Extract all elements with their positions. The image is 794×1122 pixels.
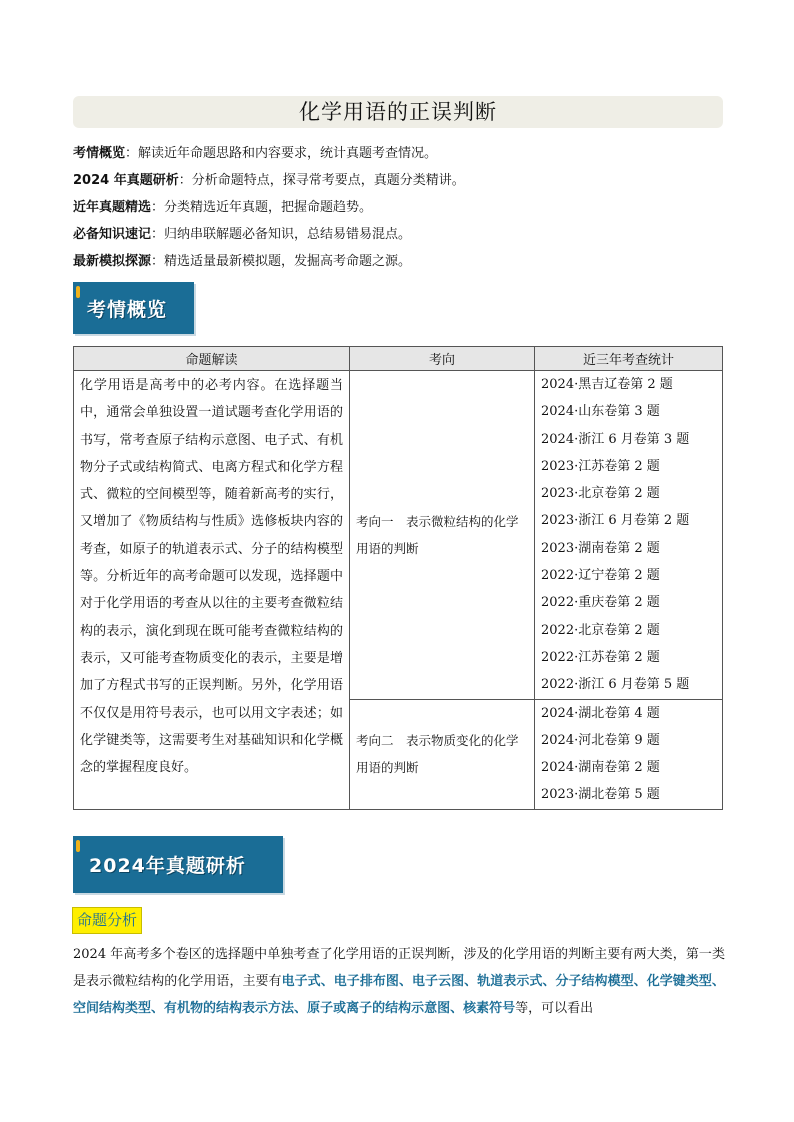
keyword-separator: 、 <box>294 1001 308 1016</box>
table-header-cell: 近三年考查统计 <box>535 347 723 371</box>
section-heading-text: 2024年真题研析 <box>89 855 246 877</box>
intro-text: ：解读近年命题思路和内容要求，统计真题考查情况。 <box>125 146 438 161</box>
direction-cell <box>350 371 535 700</box>
direction-name: 考向一 表示微粒结构的化学用语的判断 <box>356 513 519 556</box>
exam-item: 2022·北京卷第 2 题 <box>541 622 660 638</box>
analysis-prefix: 2024 年高考多个卷区的选择题中单独考查了化学用语的正误判断，涉及的化学用语的判断主要有两大类，第一类是表示微粒结构的化学用语，主要有 <box>73 947 725 989</box>
keyword: 空间结构类型 <box>73 1001 152 1016</box>
direction-cell <box>350 699 535 809</box>
exam-item: 2024·山东卷第 3 题 <box>541 404 660 420</box>
section-heading-text: 考情概览 <box>87 299 168 321</box>
exam-item: 2022·辽宁卷第 2 题 <box>541 568 660 584</box>
keyword-separator: 、 <box>711 974 725 989</box>
intro-key: 必备知识速记 <box>73 227 152 242</box>
exam-item: 2022·浙江 6 月卷第 5 题 <box>541 677 690 693</box>
intro-text: ：分类精选近年真题，把握命题趋势。 <box>151 200 373 215</box>
keyword: 轨道表示式 <box>477 974 543 989</box>
exam-item: 2022·江苏卷第 2 题 <box>541 649 660 665</box>
section-heading-overview <box>73 282 194 334</box>
exam-item: 2023·北京卷第 2 题 <box>541 486 660 502</box>
analysis-suffix: 等，可以看出 <box>515 1001 594 1016</box>
description-text: 化学用语是高考中的必考内容。在选择题当中，通常会单独设置一道试题考查化学用语的书写，常考查原子结构示意图、电子式、有机物分子式或结构简式、电离方程式和化学方程式、微粒的空间模型等，随着新高考的实行，又增加了《物质结构与性质》选修板块内容的考查，如原子的轨道表示式、分子的结构模型等。分析近年的高考命题可以发现，选择题中对于化学用语的考查从以往的主要考查微粒结构的表示，演化到现在既可能考查微粒结构的表示，又可能考查物质变化的表示，主要是增加了方程式书写的正误判断。另外，化学用语不仅仅是用符号表示，也可以用文字表述；如化学键类等，这需要考生对基础知识和化学概念的掌握程度良好。 <box>80 378 343 776</box>
page-title: 化学用语的正误判断 <box>73 96 723 128</box>
keyword-separator: 、 <box>464 974 478 989</box>
tick-decoration-icon <box>76 840 80 852</box>
exam-list-cell <box>535 699 723 809</box>
subheading: 命题分析 <box>72 907 142 934</box>
keyword: 化学键类型 <box>646 974 712 989</box>
exam-item: 2024·浙江 6 月卷第 3 题 <box>541 431 690 447</box>
exam-item: 2024·湖北卷第 4 题 <box>541 705 660 721</box>
keyword: 原子或离子的结构示意图 <box>307 1001 451 1016</box>
keyword: 电子云图 <box>412 974 465 989</box>
intro-key: 最新模拟探源 <box>73 254 152 269</box>
tick-decoration-icon <box>76 286 80 298</box>
exam-list-cell <box>535 371 723 700</box>
keyword: 分子结构模型 <box>555 974 634 989</box>
exam-stats-table <box>73 346 723 810</box>
exam-item: 2023·湖北卷第 5 题 <box>541 787 660 803</box>
table-header-row <box>74 347 723 371</box>
exam-item: 2024·湖南卷第 2 题 <box>541 760 660 776</box>
exam-list <box>535 371 722 699</box>
keyword: 电子排布图 <box>333 974 399 989</box>
intro-item <box>73 167 723 194</box>
intro-item <box>73 194 723 221</box>
intro-text: ：精选适量最新模拟题，发掘高考命题之源。 <box>151 254 412 269</box>
keyword-separator: 、 <box>398 974 412 989</box>
keyword: 有机物的结构表示方法 <box>164 1001 295 1016</box>
direction-name: 考向二 表示物质变化的化学用语的判断 <box>356 733 519 776</box>
intro-item <box>73 248 723 275</box>
keyword: 电子式 <box>281 974 321 989</box>
intro-item <box>73 140 723 167</box>
keyword: 核素符号 <box>463 1001 516 1016</box>
intro-key: 近年真题精选 <box>73 200 152 215</box>
intro-key: 考情概览 <box>73 146 126 161</box>
section-heading-analysis <box>73 836 283 893</box>
exam-item: 2024·黑吉辽卷第 2 题 <box>541 377 673 392</box>
exam-list <box>535 700 722 809</box>
intro-list <box>73 140 723 275</box>
keyword-separator: 、 <box>320 974 334 989</box>
table-row <box>74 371 723 700</box>
exam-item: 2023·江苏卷第 2 题 <box>541 458 660 474</box>
intro-item <box>73 221 723 248</box>
exam-item: 2023·湖南卷第 2 题 <box>541 540 660 556</box>
exam-item: 2024·河北卷第 9 题 <box>541 732 660 748</box>
description-cell <box>74 371 350 810</box>
exam-item: 2023·浙江 6 月卷第 2 题 <box>541 513 690 529</box>
intro-text: ：归纳串联解题必备知识，总结易错易混点。 <box>151 227 412 242</box>
keyword-separator: 、 <box>542 974 556 989</box>
analysis-paragraph <box>73 941 725 1022</box>
keyword-separator: 、 <box>633 974 647 989</box>
intro-text: ：分析命题特点，探寻常考要点，真题分类精讲。 <box>178 173 465 188</box>
keyword-separator: 、 <box>151 1001 165 1016</box>
keyword-separator: 、 <box>450 1001 464 1016</box>
exam-item: 2022·重庆卷第 2 题 <box>541 595 660 611</box>
table-header-cell: 命题解读 <box>74 347 350 371</box>
intro-key: 2024 年真题研析 <box>73 173 179 188</box>
table-header-cell: 考向 <box>350 347 535 371</box>
